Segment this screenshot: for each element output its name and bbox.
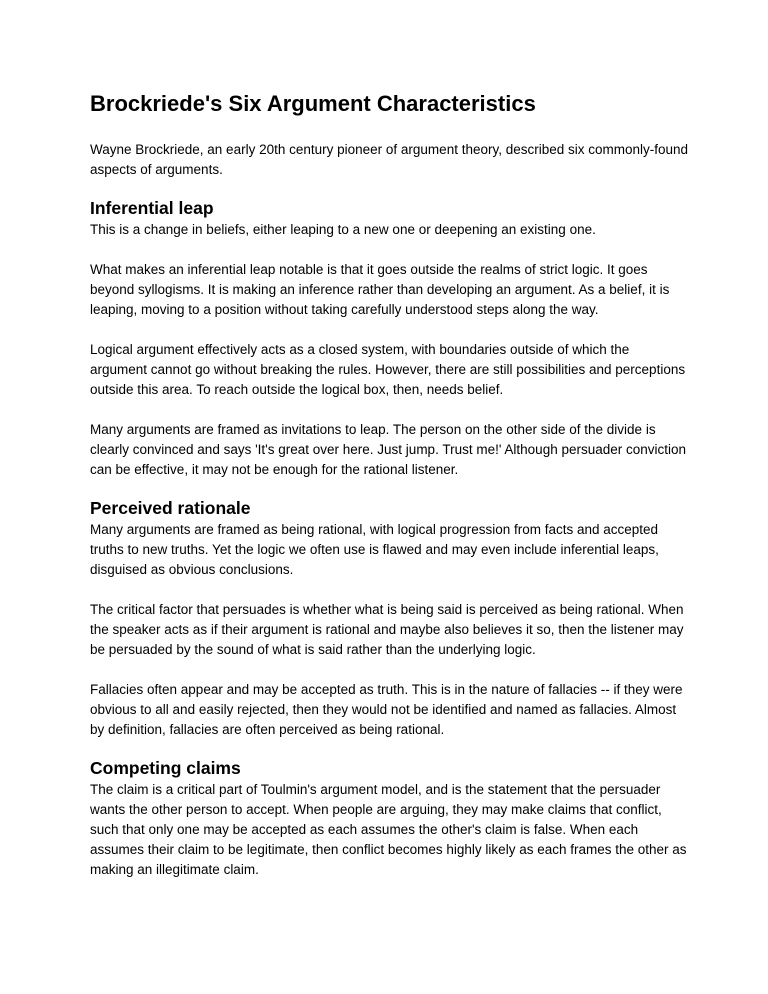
section-competing-claims xyxy=(90,756,690,880)
section-heading: Competing claims xyxy=(90,758,241,778)
page-title: Brockriede's Six Argument Characteristics xyxy=(90,91,536,116)
section-heading: Inferential leap xyxy=(90,198,214,218)
section-inferential-leap xyxy=(90,196,690,480)
document-page xyxy=(90,88,690,880)
paragraph: Logical argument effectively acts as a closed system, with boundaries outside of which the argument cannot go without breaking the rules. However, there are still possibilities and perceptions outside this area. To reach outside the logical box, then, needs belief. xyxy=(90,342,686,397)
paragraph: This is a change in beliefs, either leaping to a new one or deepening an existing one. xyxy=(90,222,596,237)
paragraph: Fallacies often appear and may be accepted as truth. This is in the nature of fallacies -- if they were obvious to all and easily rejected, then they would not be identified and named as fallacies. Almost by definition, fallacies are often perceived as being rational. xyxy=(90,682,683,737)
section-perceived-rationale xyxy=(90,496,690,740)
paragraph: Many arguments are framed as invitations to leap. The person on the other side of the divide is clearly convinced and says 'It's great over here. Just jump. Trust me!' Although persuader conviction can be effective, it may not be enough for the rational listener. xyxy=(90,422,687,477)
paragraph: Many arguments are framed as being rational, with logical progression from facts and accepted truths to new truths. Yet the logic we often use is flawed and may even include inferential leaps, disguised as obvious conclusions. xyxy=(90,522,659,577)
paragraph: The claim is a critical part of Toulmin's argument model, and is the statement that the persuader wants the other person to accept. When people are arguing, they may make claims that conflict, such that only one may be accepted as each assumes the other's claim is false. When each assumes their claim to be legitimate, then conflict becomes highly likely as each frames the other as making an illegitimate claim. xyxy=(90,782,687,877)
paragraph: What makes an inferential leap notable is that it goes outside the realms of strict logic. It goes beyond syllogisms. It is making an inference rather than developing an argument. As a belief, it is leaping, moving to a position without taking carefully understood steps along the way. xyxy=(90,262,670,317)
intro-paragraph: Wayne Brockriede, an early 20th century pioneer of argument theory, described six commonly-found aspects of arguments. xyxy=(90,142,689,177)
paragraph: The critical factor that persuades is whether what is being said is perceived as being rational. When the speaker acts as if their argument is rational and maybe also believes it so, then the listener may be persuaded by the sound of what is said rather than the underlying logic. xyxy=(90,602,684,657)
section-heading: Perceived rationale xyxy=(90,498,251,518)
